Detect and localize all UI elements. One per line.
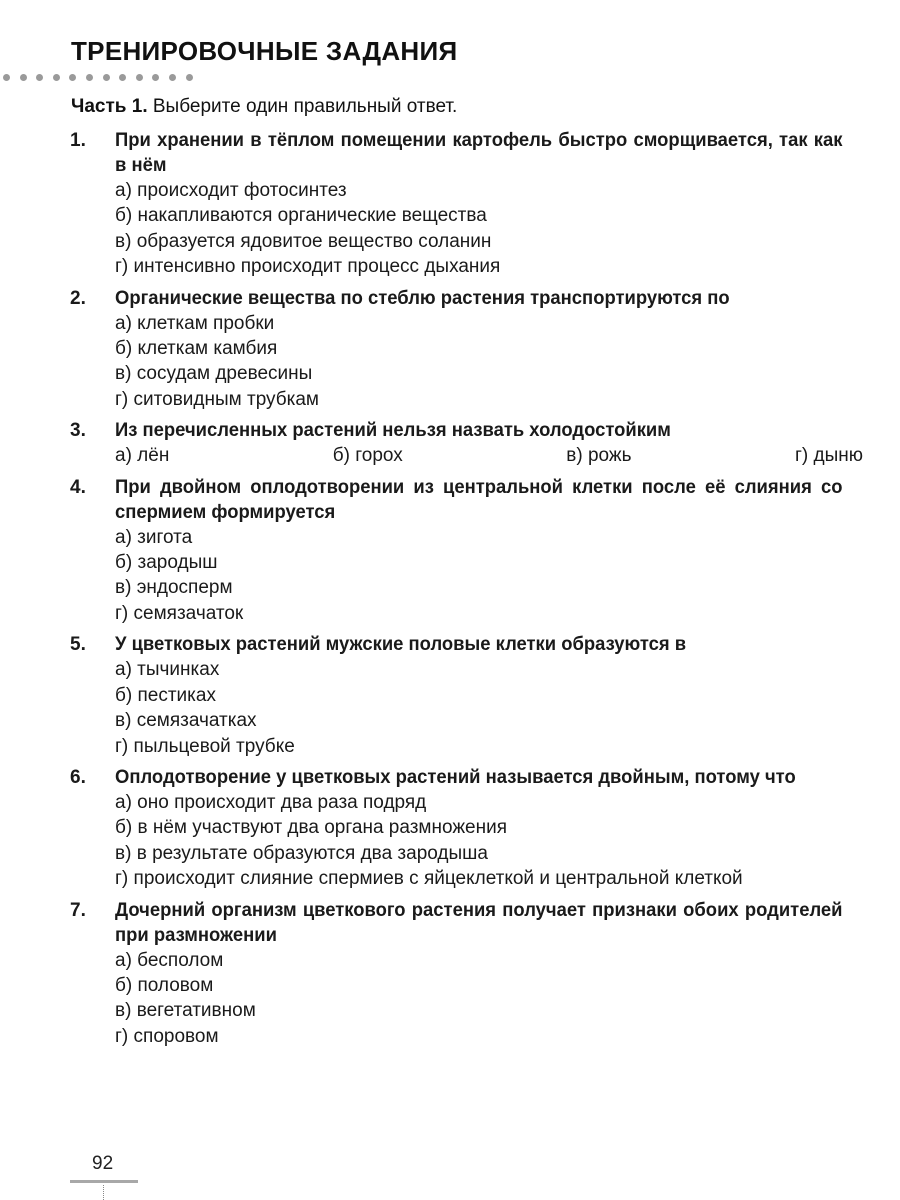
question-number: 6. (70, 766, 86, 788)
answer-option[interactable]: г) интенсивно происходит процесс дыхания (115, 256, 501, 278)
part-label: Часть 1. (71, 96, 148, 117)
question-7 (70, 898, 865, 1050)
answer-option[interactable]: б) в нём участвуют два органа размножения (115, 817, 507, 839)
answer-option[interactable]: а) тычинках (115, 659, 220, 681)
page-number: 92 (92, 1153, 114, 1174)
divider-dot (20, 74, 27, 81)
answer-option[interactable]: г) происходит слияние спермиев с яйцеклеткой и центральной клеткой (115, 868, 743, 890)
answer-option[interactable]: а) оно происходит два раза подряд (115, 791, 427, 813)
question-number: 5. (70, 634, 86, 656)
question-text: Из перечисленных растений нельзя назвать холодостойким (115, 420, 671, 442)
answer-option[interactable]: б) накапливаются органические вещества (115, 205, 487, 227)
answer-options (70, 525, 865, 627)
divider-dot (69, 74, 76, 81)
answer-option[interactable]: в) образуется ядовитое вещество соланин (115, 230, 492, 252)
question-3 (70, 418, 865, 468)
question-text: Оплодотворение у цветковых растений называется двойным, потому что (115, 766, 796, 788)
footer-rule (70, 1180, 138, 1183)
answer-option[interactable]: г) дыню (794, 445, 863, 467)
question-number: 2. (70, 287, 86, 309)
question-text: При хранении в тёплом помещении картофель быстро сморщивается, так как в нём (115, 130, 843, 176)
question-4 (70, 475, 865, 627)
answer-option[interactable]: а) клеткам пробки (115, 312, 275, 334)
answer-option[interactable]: а) бесполом (115, 949, 224, 971)
answer-option[interactable]: б) горох (332, 445, 403, 467)
answer-option[interactable]: в) вегетативном (115, 1000, 256, 1022)
answer-option[interactable]: а) лён (115, 445, 170, 467)
question-list (70, 128, 865, 1055)
question-header (70, 632, 865, 657)
question-text: При двойном оплодотворении из центральной клетки после её слияния со спермием формируется (115, 476, 843, 523)
answer-option[interactable]: в) рожь (566, 445, 632, 467)
divider-dot (36, 74, 43, 81)
question-2 (70, 286, 865, 413)
question-text: Дочерний организм цветкового растения получает признаки обоих родителей при размножении (115, 899, 843, 946)
question-number: 7. (70, 899, 86, 921)
answer-option[interactable]: г) семязачаток (115, 602, 244, 624)
divider-dot (119, 74, 126, 81)
part-instruction-text: Выберите один правильный ответ. (147, 96, 458, 117)
question-text: Органические вещества по стеблю растения транспортируются по (115, 287, 730, 309)
question-5 (70, 632, 865, 759)
answer-option[interactable]: а) зигота (115, 526, 193, 548)
answer-option[interactable]: в) семязачатках (115, 710, 257, 732)
divider-dot (169, 74, 176, 81)
divider-dot (103, 74, 110, 81)
question-header (70, 286, 865, 311)
footer-dotted-line (103, 1185, 105, 1200)
divider-dot (136, 74, 143, 81)
answer-options (70, 311, 865, 413)
question-header (70, 418, 865, 443)
divider-dot (86, 74, 93, 81)
answer-options (70, 948, 865, 1050)
answer-option[interactable]: в) в результате образуются два зародыша (115, 842, 488, 864)
dotted-divider (3, 74, 193, 81)
part-instruction (71, 96, 457, 118)
answer-options (70, 443, 865, 468)
answer-option[interactable]: б) клеткам камбия (115, 338, 278, 360)
divider-dot (3, 74, 10, 81)
question-1 (70, 128, 865, 280)
question-number: 1. (70, 130, 86, 151)
page-heading: ТРЕНИРОВОЧНЫЕ ЗАДАНИЯ (71, 36, 458, 66)
question-6 (70, 765, 865, 892)
answer-option[interactable]: г) ситовидным трубкам (115, 388, 319, 410)
question-header (70, 898, 865, 948)
question-number: 3. (70, 420, 86, 442)
divider-dot (186, 74, 193, 81)
answer-option[interactable]: б) пестиках (115, 684, 216, 706)
divider-dot (53, 74, 60, 81)
question-text: У цветковых растений мужские половые клетки образуются в (115, 634, 687, 656)
answer-option[interactable]: б) зародыш (115, 552, 218, 574)
answer-options (70, 657, 865, 759)
question-header (70, 475, 865, 525)
answer-option[interactable]: б) половом (115, 974, 214, 996)
answer-option[interactable]: г) пыльцевой трубке (115, 735, 295, 757)
divider-dot (152, 74, 159, 81)
answer-options (70, 178, 865, 280)
question-header (70, 128, 865, 178)
answer-option[interactable]: в) сосудам древесины (115, 363, 313, 385)
answer-option[interactable]: г) споровом (115, 1025, 219, 1047)
question-number: 4. (70, 476, 86, 498)
question-header (70, 765, 865, 790)
answer-options (70, 790, 865, 892)
answer-option[interactable]: в) эндосперм (115, 577, 233, 599)
answer-option[interactable]: а) происходит фотосинтез (115, 180, 347, 201)
